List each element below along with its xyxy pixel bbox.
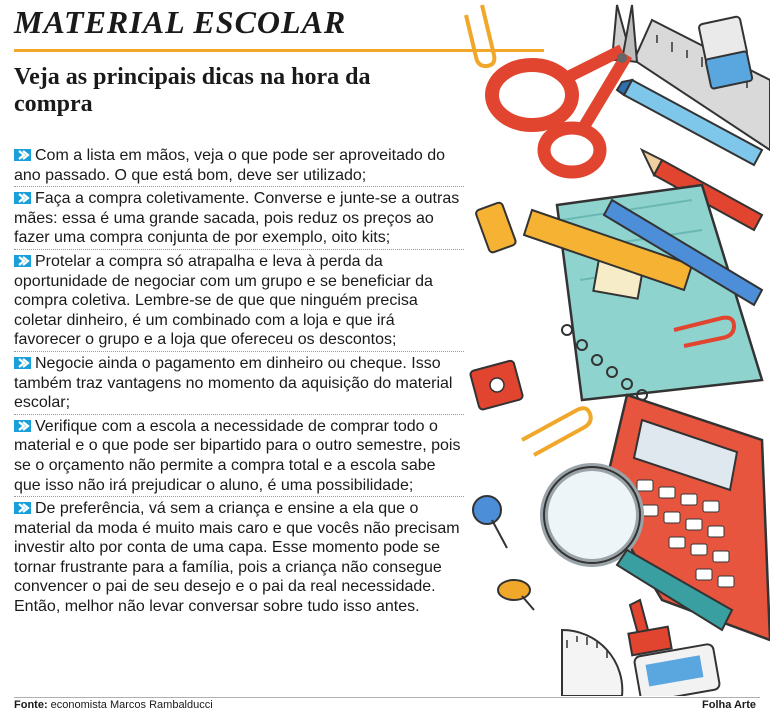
school-supplies-illustration: [462, 0, 770, 696]
tip-item: [14, 417, 464, 497]
bullet-arrow-icon: [14, 192, 31, 204]
tips-list: [14, 146, 464, 620]
tip-item: [14, 354, 464, 415]
bullet-arrow-icon: [14, 149, 31, 161]
bullet-arrow-icon: [14, 357, 31, 369]
source-credit: [14, 699, 213, 711]
paperclip-icon: [522, 408, 591, 455]
tip-text: Com a lista em mãos, veja o que pode ser aproveitado do ano passado. O que está bom, deve ser utilizado;: [14, 147, 446, 184]
tip-item: [14, 146, 464, 187]
source-text: economista Marcos Rambalducci: [50, 699, 213, 711]
tip-item: [14, 499, 464, 618]
protractor-icon: [562, 630, 622, 696]
sharpener-icon: [470, 360, 524, 410]
bullet-arrow-icon: [14, 502, 31, 514]
paperclip-icon: [466, 5, 494, 66]
tip-text: Negocie ainda o pagamento em dinheiro ou cheque. Isso também traz vantagens no momento da aquisição do material escolar;: [14, 354, 453, 412]
tip-text: Protelar a compra só atrapalha e leva à perda da oportunidade de negociar com um grupo e se beneficiar da compra coletiva. Lembre-se de que que ninguém precisa coletar dinheiro, é um combinado com a loja e que irá favorecer o grupo e a loja que ofereceu os descontos;: [14, 252, 433, 349]
pushpin-icon: [473, 496, 534, 610]
bullet-arrow-icon: [14, 420, 31, 432]
page-title: MATERIAL ESCOLAR: [14, 4, 347, 40]
bullet-arrow-icon: [14, 255, 31, 267]
page-subtitle: Veja as principais dicas na hora da compra: [14, 64, 371, 117]
tip-text: Verifique com a escola a necessidade de comprar todo o material e o que pode ser bipartido para o outro semestre, pois se o orçamento não permite a compra total e a escola sabe que isso não irá prejudicar o aluno, é uma possibilidade;: [14, 417, 461, 494]
tip-item: [14, 252, 464, 352]
footer-divider: [14, 697, 760, 698]
source-label: Fonte:: [14, 699, 48, 711]
tip-text: De preferência, vá sem a criança e ensine a ela que o material da moda é muito mais caro e que vocês não precisam investir alto por conta de uma capa. Esse momento pode se tornar frustrante para a família, pois a criança não consegue convencer o pai de seu desejo e o pai da real necessidade. Então, melhor não levar conversar sobre tudo isso antes.: [14, 500, 460, 616]
tip-text: Faça a compra coletivamente. Converse e junte-se a outras mães: essa é uma grande sacada, pois reduz os preços ao fazer uma compra conjunta de por exemplo, oito kits;: [14, 190, 460, 247]
art-credit: Folha Arte: [702, 699, 756, 711]
scissors-icon: [492, 5, 637, 172]
tip-item: [14, 189, 464, 250]
